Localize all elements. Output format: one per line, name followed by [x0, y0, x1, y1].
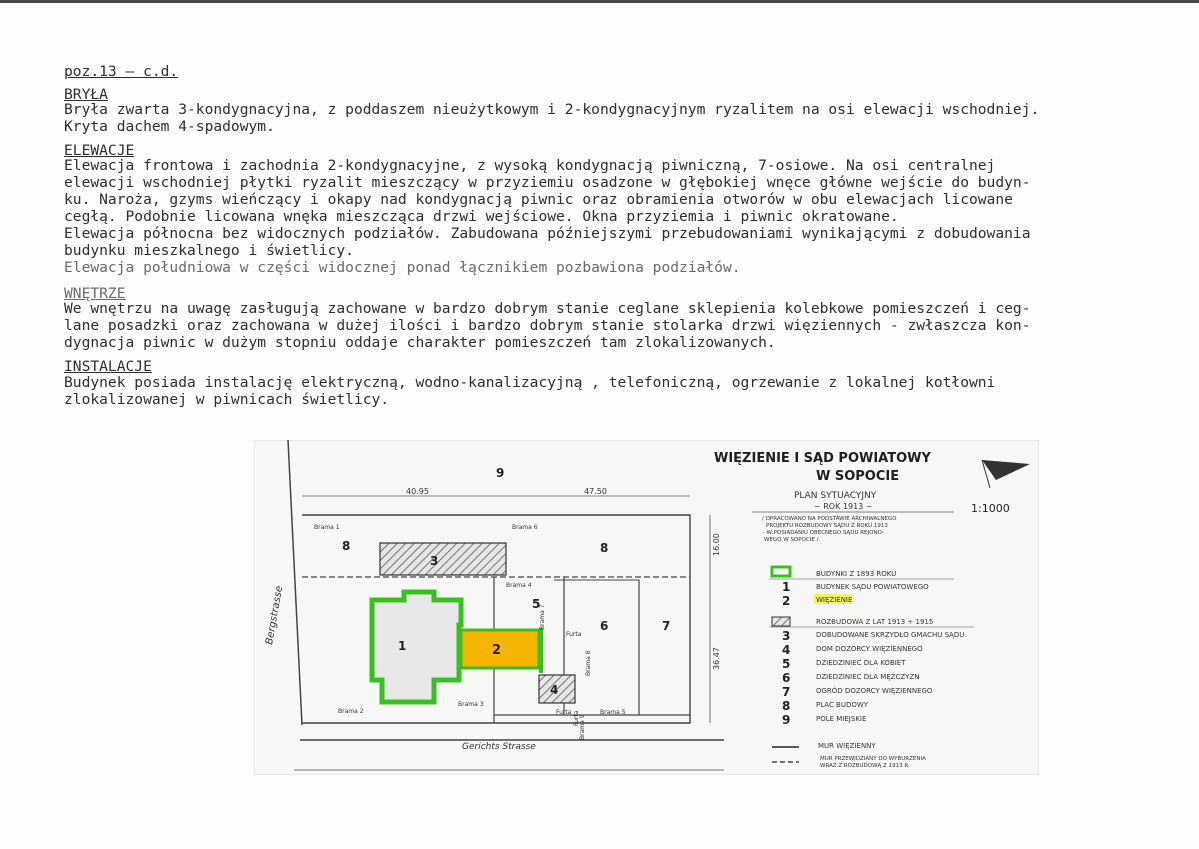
plan-title: W SOPOCIE [816, 469, 900, 484]
legend-label: BUDYNEK SĄDU POWIATOWEGO [816, 583, 929, 591]
area-label-6: 6 [600, 619, 609, 633]
legend-label: OGRÓD DOZORCY WIĘZIENNEGO [816, 687, 933, 695]
area-label-7: 7 [662, 619, 671, 633]
legend-label: DOM DOZORCY WIĘZIENNEGO [816, 645, 923, 653]
dimension-label: 47.50 [584, 487, 607, 496]
legend-swatch-extension [772, 617, 790, 626]
gate-label: Furta [573, 710, 580, 726]
text-line: Elewacja północna bez widocznych podziałów. Zabudowana późniejszymi przebudowaniami wynikającymi z dobudowania [64, 225, 1031, 242]
legend-label: DOBUDOWANE SKRZYDŁO GMACHU SĄDU [816, 631, 965, 639]
gate-label: Brama 3 [458, 701, 484, 708]
legend-num: 4 [782, 643, 791, 657]
text-line: budynku mieszkalnego i świetlicy. [64, 242, 354, 259]
plan-note: WEGO W SOPOCIE /. [764, 537, 821, 543]
legend-num: 1 [782, 580, 791, 594]
legend-num: 5 [782, 657, 791, 671]
area-label-8: 8 [600, 541, 609, 555]
area-label-1: 1 [398, 639, 407, 653]
area-label-4: 4 [550, 683, 559, 697]
gate-label: Brama 4 [506, 582, 532, 589]
text-line: lane posadzki oraz zachowana w dużej ilości i bardzo dobrym stanie stolarka drzwi więziennych - zwłaszcza kon- [64, 317, 1031, 334]
dimension-label: 36.47 [712, 647, 721, 670]
area-label-5: 5 [532, 597, 541, 611]
area-label-9: 9 [496, 466, 505, 480]
text-line: Bryła zwarta 3-kondygnacyjna, z poddaszem nieużytkowym i 2-kondygnacyjnym ryzalitem na osi elewacji wschodniej. [64, 101, 1040, 118]
dimension-label: 16.00 [712, 533, 721, 556]
section-title-elewacje: ELEWACJE [64, 142, 135, 159]
legend-label: MUR PRZEWIDZIANY DO WYBURZENIA [820, 756, 926, 762]
legend-label: MUR WIĘZIENNY [818, 742, 876, 750]
legend-num: 9 [782, 713, 791, 727]
street-south-label: Gerichts Strasse [462, 742, 536, 752]
legend-num: 2 [782, 594, 791, 608]
text-line: zlokalizowanej w piwnicach świetlicy. [64, 391, 390, 408]
gate-label: Brama 6 [512, 524, 538, 531]
legend-label: POLE MIEJSKIE [816, 715, 867, 723]
plan-title: WIĘZIENIE I SĄD POWIATOWY [714, 451, 931, 466]
section-title-instalacje: INSTALACJE [64, 358, 152, 375]
gate-label: Brama 2 [338, 708, 364, 715]
page-edge [0, 0, 1199, 3]
gate-label: Furta [556, 709, 572, 716]
plan-scale: 1:1000 [971, 502, 1010, 515]
legend-num: 6 [782, 671, 791, 685]
plan-note: / OPRACOWANO NA PODSTAWIE ARCHIWALNEGO [762, 516, 897, 522]
street-west-label: Bergstrasse [264, 585, 286, 646]
text-line: Kryta dachem 4-spadowym. [64, 118, 275, 135]
legend-num: 8 [782, 699, 791, 713]
text-line: Elewacja południowa w części widocznej ponad łącznikiem pozbawiona podziałów. [64, 259, 741, 276]
plan-year: ~ ROK 1913 ~ [814, 502, 873, 511]
text-line: ku. Naroża, gzyms wieńczący i okapy nad kondygnacją piwnic oraz obramienia otworów w obu elewacjach licowane [64, 191, 1013, 208]
dimension-label: 40.95 [406, 487, 429, 496]
building-2-wing [539, 628, 543, 673]
legend-group: ROZBUDOWA Z LAT 1913 ÷ 1915 [816, 618, 934, 626]
legend-label: WRAZ Z ROZBUDOWĄ Z 1913 R. [820, 763, 910, 769]
plan-note: PROJEKTU ROZBUDOWY SĄDU Z ROKU 1913 [766, 523, 888, 529]
gate-label: Brama 1 [314, 524, 340, 531]
gate-label: Brama 9 [579, 714, 586, 740]
gate-label: Furta [566, 631, 582, 638]
legend-num: 7 [782, 685, 791, 699]
plan-note: – W POSIADANIU OBECNEGO SĄDU REJONO- [762, 530, 885, 536]
section-title-bryla: BRYŁA [64, 86, 108, 103]
text-line: Elewacja frontowa i zachodnia 2-kondygnacyjne, z wysoką kondygnacją piwniczną, 7-osiowe. Na osi centralnej [64, 157, 996, 174]
legend-label: DZIEDZINIEC DLA MĘŻCZYZN [816, 673, 920, 681]
text-line: elewacji wschodniej płytki ryzalit mieszczący w przyziemiu osadzone w głębokiej wnęce główne wejście do budyn- [64, 174, 1031, 191]
gate-label: Brama 5 [600, 709, 626, 716]
text-line: We wnętrzu na uwagę zasługują zachowane w bardzo dobrym stanie ceglane sklepienia kolebkowe pomieszczeń i ceg- [64, 300, 1031, 317]
plan-subtitle: PLAN SYTUACYJNY [794, 491, 877, 501]
section-title-wnetrze: WNĘTRZE [64, 285, 126, 302]
gate-label: Brama 8 [585, 650, 592, 676]
building-3-extension [380, 543, 506, 575]
legend-label: PLAC BUDOWY [816, 701, 869, 709]
legend-num: 3 [782, 629, 791, 643]
area-label-8: 8 [342, 539, 351, 553]
legend-label: DZIEDZINIEC DLA KOBIET [816, 659, 906, 667]
text-line: dygnacja piwnic w dużym stopniu oddaje charakter pomieszczeń tam zlokalizowanych. [64, 334, 776, 351]
legend-label: WIĘZIENIE [816, 596, 853, 604]
site-plan [254, 440, 1039, 775]
gate-label: Brama 7 [539, 604, 546, 630]
text-line: cegłą. Podobnie licowana wnęka mieszcząca drzwi wejściowe. Okna przyziemia i piwnic okratowane. [64, 208, 899, 225]
area-label-2: 2 [492, 643, 502, 658]
legend-group: BUDYNKI Z 1893 ROKU [816, 570, 897, 578]
area-label-3: 3 [430, 554, 439, 568]
position-reference: poz.13 – c.d. [64, 63, 179, 80]
legend-swatch-old [772, 567, 790, 576]
text-line: Budynek posiada instalację elektryczną, wodno-kanalizacyjną , telefoniczną, ogrzewanie z lokalnej kotłowni [64, 374, 996, 391]
site-plan-drawing [254, 440, 1039, 775]
